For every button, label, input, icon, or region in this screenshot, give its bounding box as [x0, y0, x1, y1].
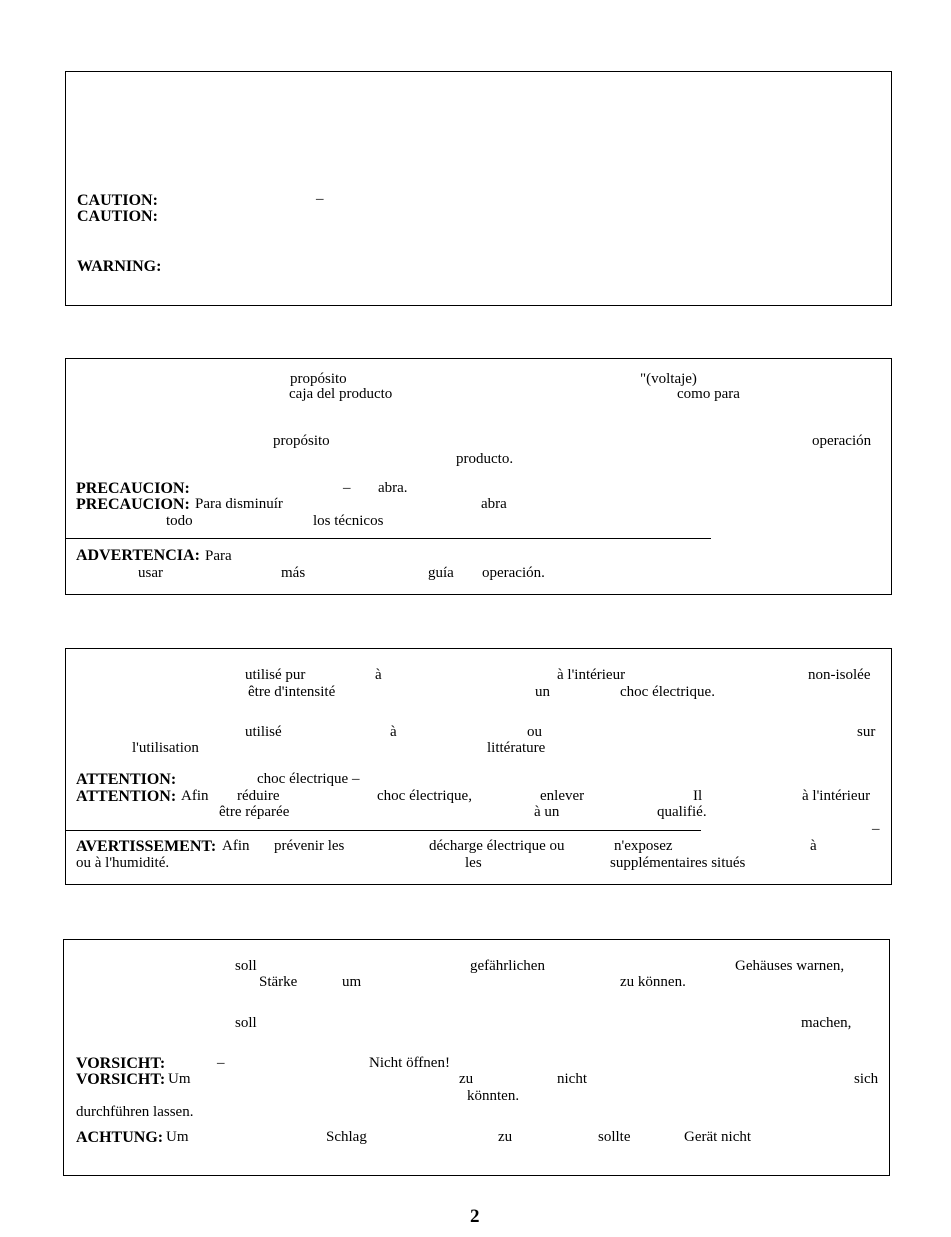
word: un: [535, 684, 550, 700]
vorsicht-label-2: VORSICHT:: [76, 1071, 166, 1088]
word: non-isolée: [808, 667, 871, 683]
word: l'utilisation: [132, 740, 199, 756]
word: Nicht öffnen!: [369, 1055, 450, 1071]
word: propósito: [290, 371, 347, 387]
page-number: 2: [470, 1206, 480, 1227]
word: abra.: [378, 480, 408, 496]
word: soll: [235, 1015, 257, 1031]
word: usar: [138, 565, 163, 581]
word: décharge électrique ou: [429, 838, 565, 854]
warning-label: WARNING:: [77, 258, 162, 275]
word: les: [465, 855, 482, 871]
word: producto.: [456, 451, 514, 467]
word: Stärke: [259, 974, 298, 990]
word: n'exposez: [614, 838, 673, 854]
dash: –: [217, 1055, 225, 1071]
word: como para: [677, 386, 740, 402]
word: Gehäuses warnen,: [735, 958, 845, 974]
advertencia-label: ADVERTENCIA:: [76, 547, 200, 564]
word: todo: [166, 513, 193, 529]
attention-label-2: ATTENTION:: [76, 788, 177, 805]
vorsicht-label-1: VORSICHT:: [76, 1055, 166, 1072]
word: Gerät nicht: [684, 1129, 752, 1145]
word: zu: [459, 1071, 474, 1087]
word: choc électrique –: [257, 771, 360, 787]
word: Para disminuír: [195, 496, 283, 512]
word: durchführen lassen.: [76, 1104, 194, 1120]
word: être réparée: [219, 804, 290, 820]
avertissement-label: AVERTISSEMENT:: [76, 838, 217, 855]
word: Um: [166, 1129, 189, 1145]
word: enlever: [540, 788, 585, 804]
word: zu: [498, 1129, 513, 1145]
word: utilisé: [245, 724, 282, 740]
word: abra: [481, 496, 507, 512]
caution-label-1: CAUTION:: [77, 192, 158, 209]
word: choc électrique,: [377, 788, 472, 804]
word: à l'intérieur: [557, 667, 626, 683]
word: ou à l'humidité.: [76, 855, 170, 871]
word: sollte: [598, 1129, 631, 1145]
precaucion-label-1: PRECAUCION:: [76, 480, 190, 497]
word: à: [375, 667, 382, 683]
word: Afin: [222, 838, 250, 854]
word: qualifié.: [657, 804, 707, 820]
word: nicht: [557, 1071, 587, 1087]
word: los técnicos: [313, 513, 384, 529]
word: réduire: [237, 788, 280, 804]
attention-label-1: ATTENTION:: [76, 771, 177, 788]
word: être d'intensité: [248, 684, 336, 700]
word: operación.: [482, 565, 545, 581]
english-notice-box: [65, 71, 892, 306]
word: à: [390, 724, 397, 740]
divider: [66, 538, 711, 539]
word: zu können.: [620, 974, 686, 990]
word: Afin: [181, 788, 209, 804]
word: ou: [527, 724, 542, 740]
word: soll: [235, 958, 257, 974]
word: Um: [168, 1071, 191, 1087]
word: propósito: [273, 433, 330, 449]
word: littérature: [487, 740, 546, 756]
word: Para: [205, 548, 232, 564]
word: guía: [428, 565, 454, 581]
divider: [66, 830, 701, 831]
dash: –: [343, 480, 351, 496]
word: Il: [693, 788, 703, 804]
word: prévenir les: [274, 838, 345, 854]
achtung-label: ACHTUNG:: [76, 1129, 164, 1146]
dash: –: [872, 821, 880, 837]
word: sich: [854, 1071, 879, 1087]
word: um: [342, 974, 362, 990]
word: supplémentaires situés: [610, 855, 746, 871]
word: könnten.: [467, 1088, 520, 1104]
word: à: [810, 838, 817, 854]
word: utilisé pur: [245, 667, 306, 683]
word: caja del producto: [289, 386, 393, 402]
caution-label-2: CAUTION:: [77, 208, 158, 225]
word: machen,: [801, 1015, 852, 1031]
word: sur: [857, 724, 876, 740]
word: más: [281, 565, 306, 581]
dash: –: [316, 191, 324, 207]
word: à l'intérieur: [802, 788, 871, 804]
word: Schlag: [326, 1129, 367, 1145]
word: choc électrique.: [620, 684, 715, 700]
word: "(voltaje): [640, 371, 697, 387]
word: operación: [812, 433, 872, 449]
precaucion-label-2: PRECAUCION:: [76, 496, 190, 513]
word: gefährlichen: [470, 958, 545, 974]
word: à un: [534, 804, 560, 820]
